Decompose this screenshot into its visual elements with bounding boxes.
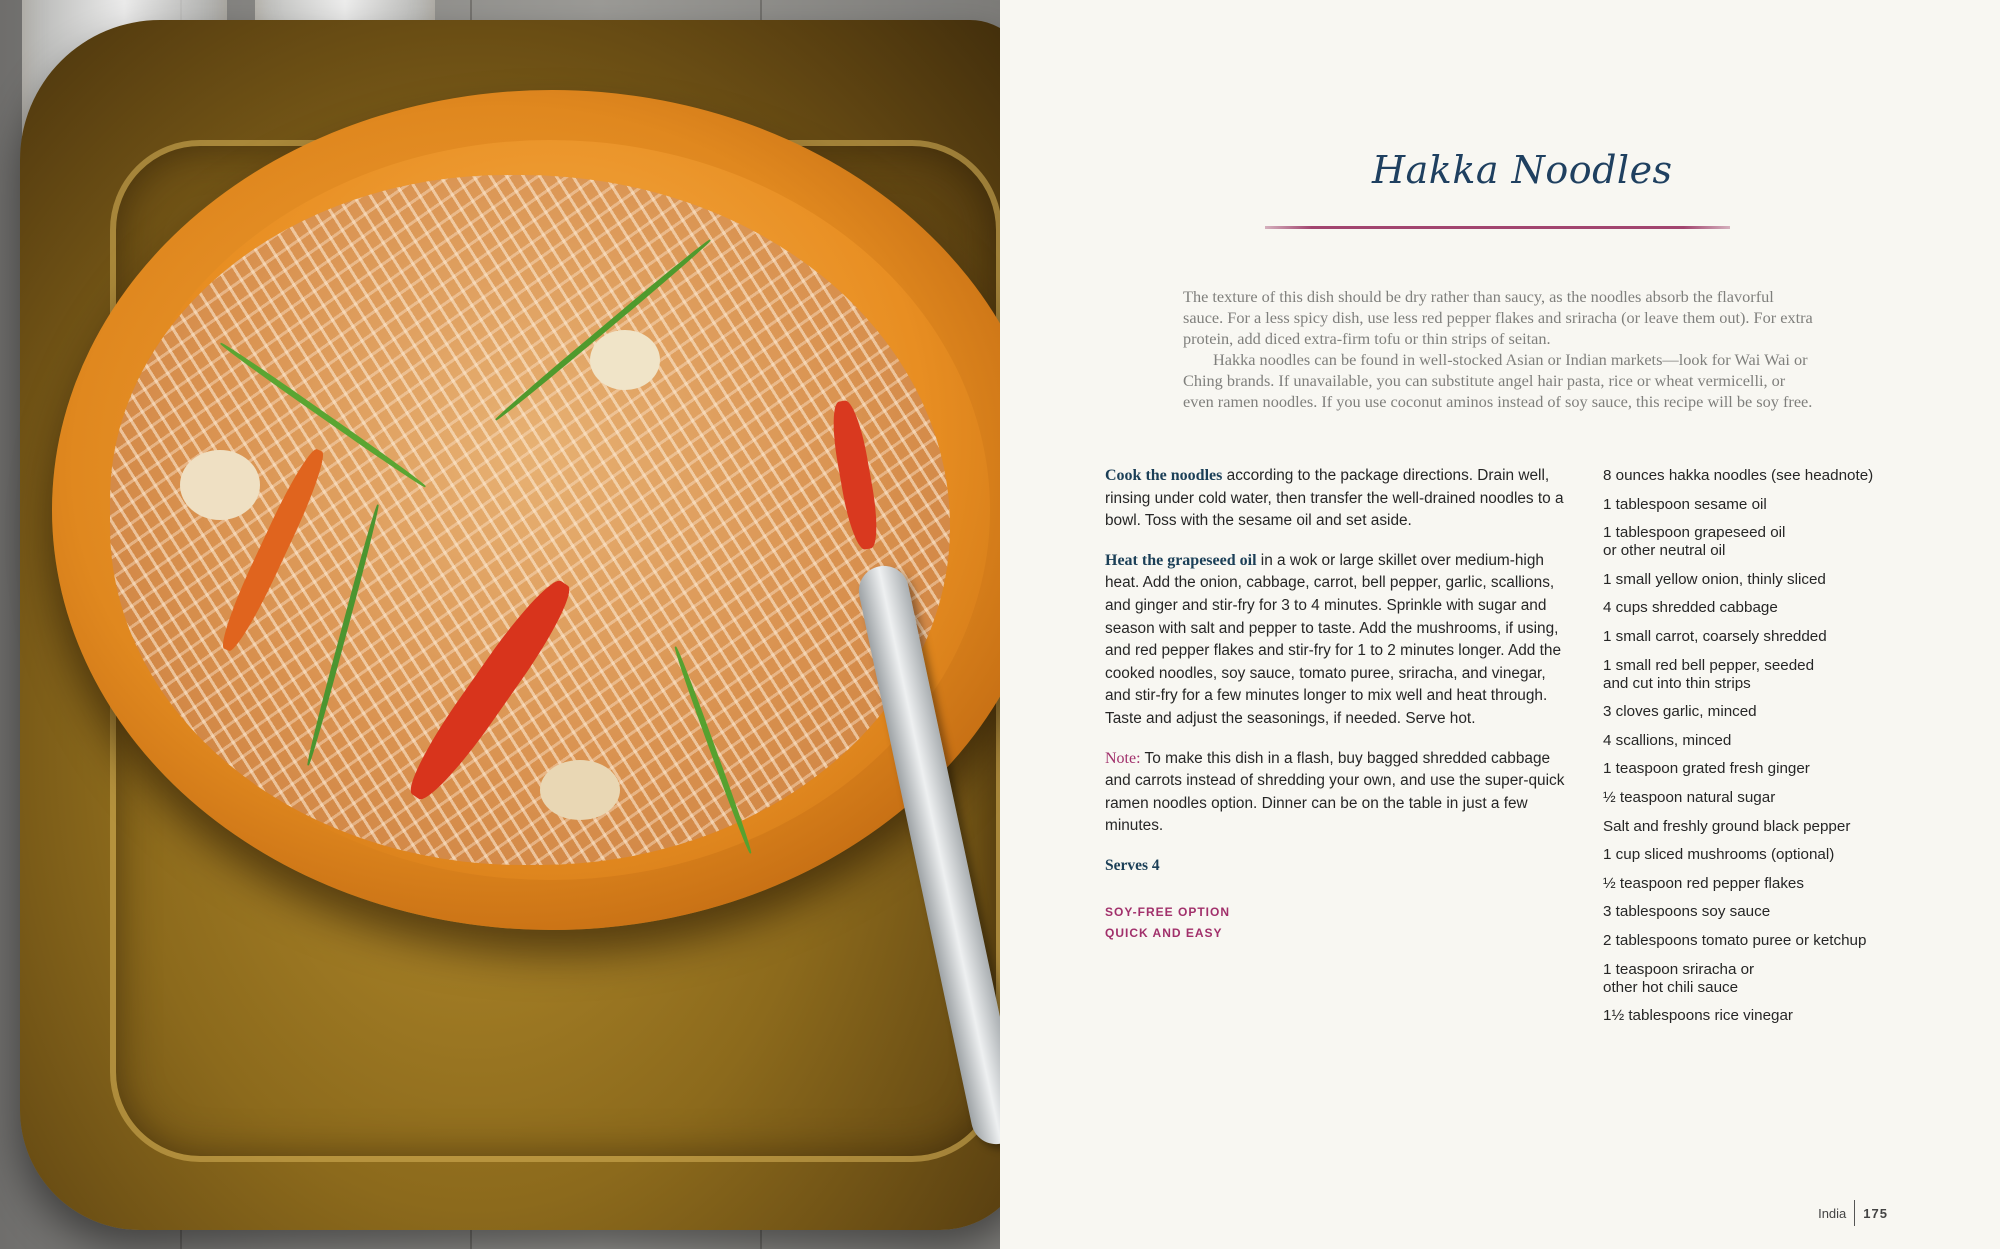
- page-footer: [1818, 1200, 1888, 1226]
- ingredient-item: 4 scallions, minced: [1603, 731, 1732, 749]
- ingredient-item: 3 tablespoons soy sauce: [1603, 903, 1771, 921]
- ingredient-item: 4 cups shredded cabbage: [1603, 599, 1778, 617]
- step-lead: Heat the grapeseed oil: [1105, 551, 1257, 569]
- method-step: [1105, 465, 1565, 533]
- noodles: [110, 175, 950, 865]
- ingredient-item: 1 tablespoon grapeseed oil or other neutral oil: [1603, 524, 1786, 560]
- ingredient-item: ½ teaspoon natural sugar: [1603, 788, 1776, 806]
- step-text: in a wok or large skillet over medium-high heat. Add the onion, cabbage, carrot, bell pepper, garlic, scallions, and ginger and stir-fry for 3 to 4 minutes. Sprinkle with sugar and season with salt and pepper to taste. Add the mushrooms, if using, and red pepper flakes and stir-fry for 1 to 2 minutes longer. Add the cooked noodles, soy sauce, tomato puree, sriracha, and vinegar, and stir-fry for a few minutes longer to mix well and heat through. Taste and adjust the seasonings, if needed. Serve hot.: [1105, 551, 1561, 727]
- note-text: To make this dish in a flash, buy bagged shredded cabbage and carrots instead of shredding your own, and use the super-quick ramen noodles option. Dinner can be on the table in just a few minutes.: [1105, 749, 1565, 835]
- ingredient-item: 1 tablespoon sesame oil: [1603, 495, 1767, 513]
- headnote-paragraph: Hakka noodles can be found in well-stocked Asian or Indian markets—look for Wai Wai or Ching brands. If unavailable, you can substitute angel hair pasta, rice or wheat vermicelli, or even ramen noodles. If you use coconut aminos instead of soy sauce, this recipe will be soy free.: [1183, 350, 1813, 411]
- ingredient-item: 1½ tablespoons rice vinegar: [1603, 1007, 1793, 1025]
- ingredient-item: 1 small carrot, coarsely shredded: [1603, 627, 1827, 645]
- method-step: [1105, 550, 1565, 731]
- ingredient-item: ½ teaspoon red pepper flakes: [1603, 874, 1804, 892]
- tag-soy-free: SOY-FREE OPTION: [1105, 904, 1231, 919]
- title-divider: [1265, 226, 1730, 229]
- ingredient-item: 1 cup sliced mushrooms (optional): [1603, 846, 1835, 864]
- ingredient-item: 1 small red bell pepper, seeded and cut into thin strips: [1603, 656, 1815, 692]
- method: [1105, 465, 1565, 944]
- footer-divider: [1854, 1200, 1855, 1226]
- note-lead: Note:: [1105, 749, 1141, 767]
- recipe-title: Hakka Noodles: [1372, 148, 1673, 192]
- step-lead: Cook the noodles: [1105, 467, 1223, 484]
- recipe-tags: [1105, 902, 1565, 944]
- page-number: 175: [1863, 1205, 1888, 1221]
- section-name: India: [1818, 1205, 1847, 1221]
- tag-quick-easy: QUICK AND EASY: [1105, 925, 1223, 940]
- ingredient-item: 1 teaspoon grated fresh ginger: [1603, 760, 1810, 778]
- step-text: according to the package directions. Drain well, rinsing under cold water, then transfer the well-drained noodles to a bowl. Toss with the sesame oil and set aside.: [1105, 467, 1564, 530]
- ingredient-list: [1603, 467, 1923, 1036]
- headnote-paragraph: The texture of this dish should be dry rather than saucy, as the noodles absorb the flavorful sauce. For a less spicy dish, use less red pepper flakes and sriracha (or leave them out). For extra protein, add diced extra-firm tofu or thin strips of seitan.: [1183, 287, 1813, 348]
- ingredient-item: 2 tablespoons tomato puree or ketchup: [1603, 931, 1867, 949]
- ingredient-item: 3 cloves garlic, minced: [1603, 703, 1757, 721]
- recipe-note: [1105, 748, 1565, 838]
- headnote: [1183, 286, 1813, 412]
- ingredient-item: 8 ounces hakka noodles (see headnote): [1603, 467, 1874, 484]
- serves: Serves 4: [1105, 856, 1160, 874]
- ingredient-item: 1 small yellow onion, thinly sliced: [1603, 570, 1826, 588]
- ingredient-item: Salt and freshly ground black pepper: [1603, 817, 1851, 835]
- ingredient-item: 1 teaspoon sriracha or other hot chili sauce: [1603, 960, 1755, 996]
